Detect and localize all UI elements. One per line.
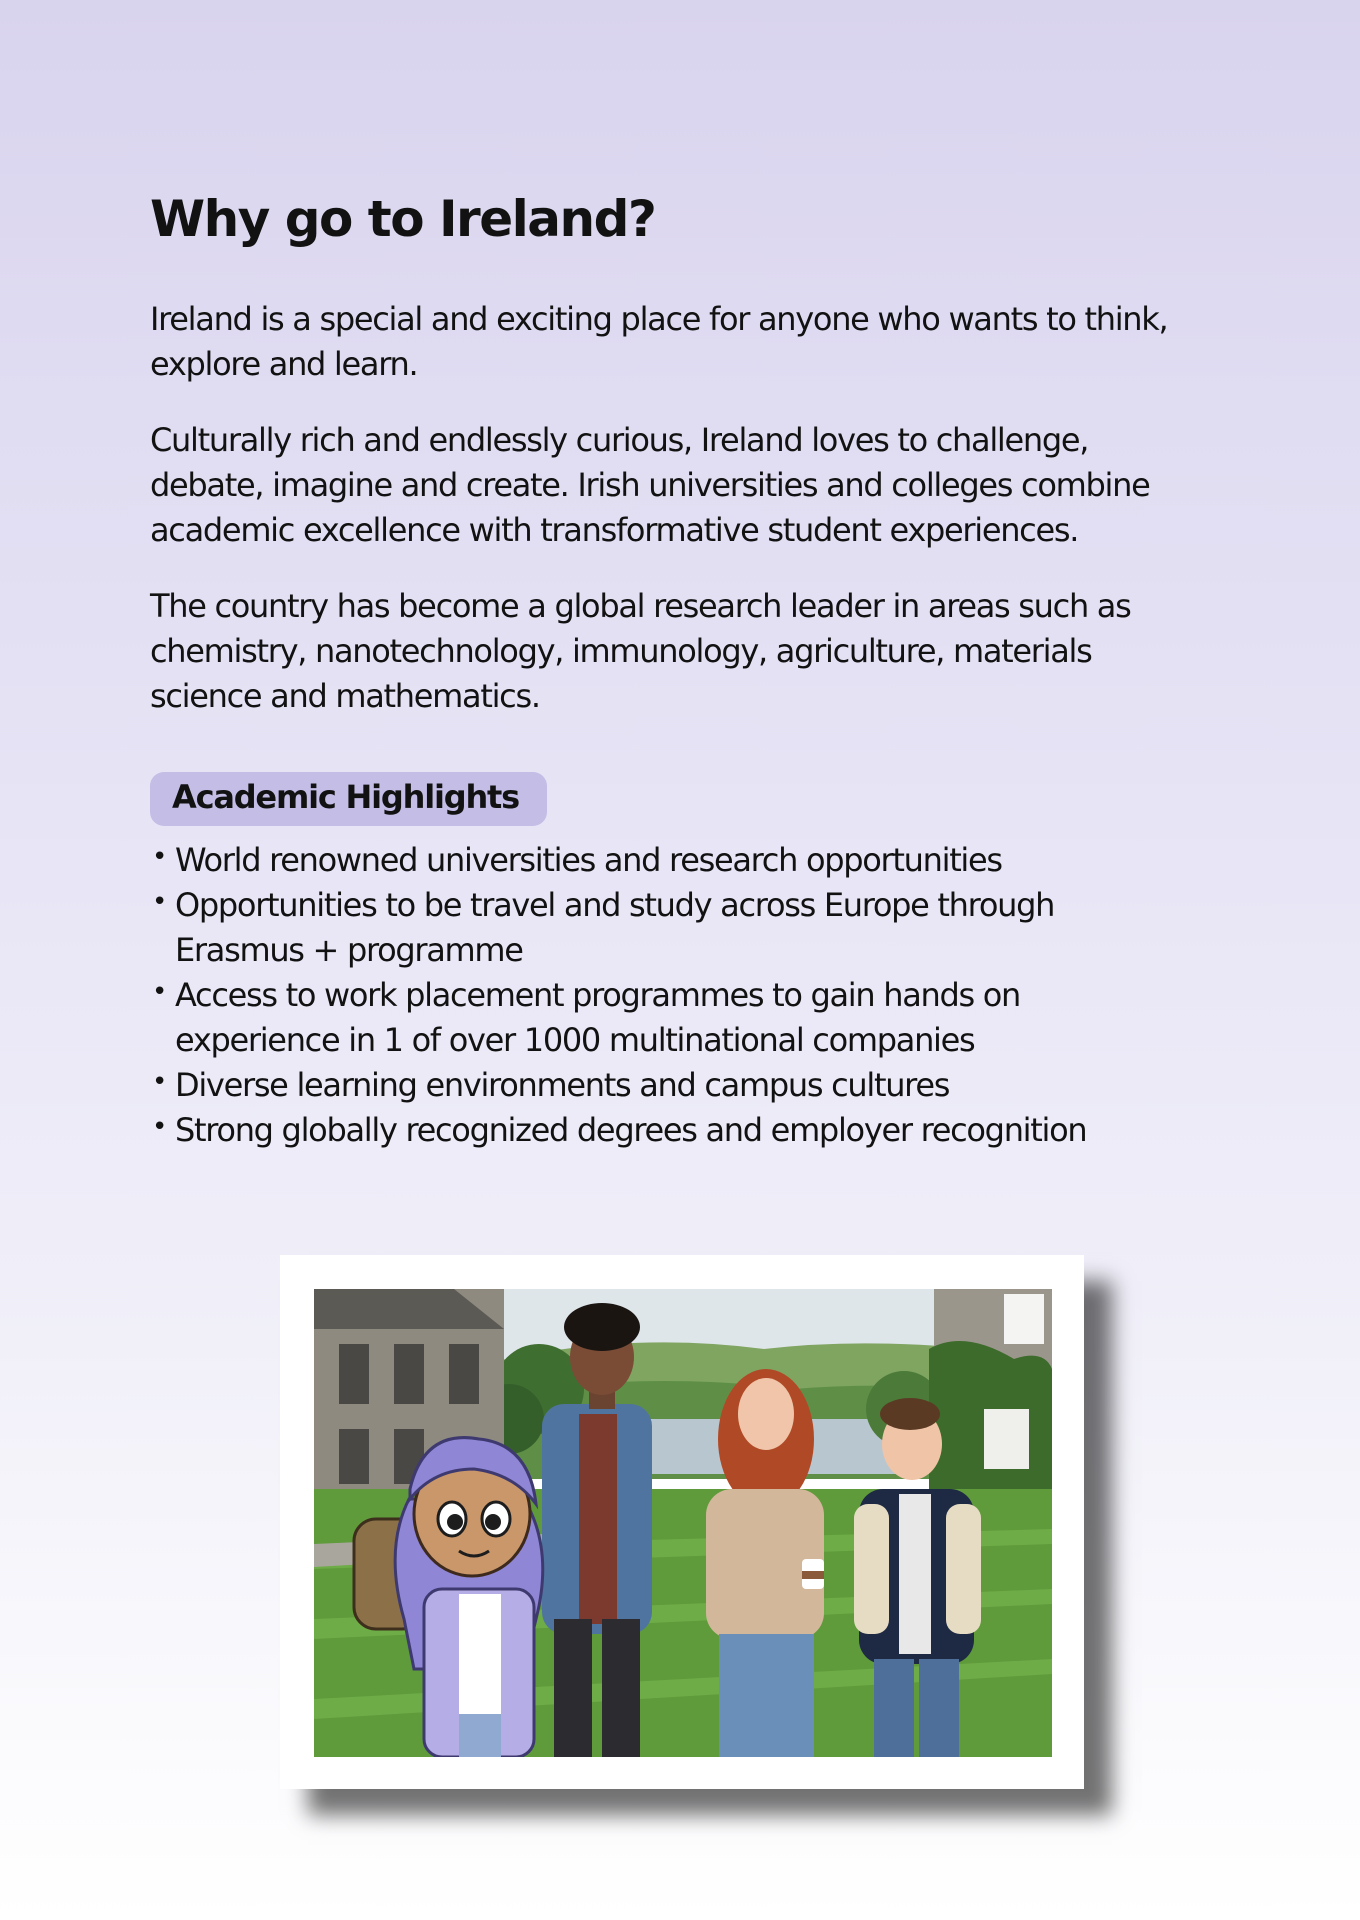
photo-frame — [280, 1255, 1084, 1789]
main-content — [150, 192, 1230, 1153]
intro-paragraph: Ireland is a special and exciting place for anyone who wants to think, explore and learn. — [150, 300, 1168, 383]
page-title: Why go to Ireland? — [150, 190, 656, 248]
list-item: • Diverse learning environments and campus cultures — [150, 1063, 1110, 1108]
campus-photo — [314, 1289, 1052, 1757]
highlights-badge: Academic Highlights — [150, 772, 547, 826]
list-item: • Opportunities to be travel and study across Europe through Erasmus + programme — [150, 883, 1075, 973]
list-item: • Strong globally recognized degrees and employer recognition — [150, 1108, 1110, 1153]
culture-paragraph: Culturally rich and endlessly curious, Ireland loves to challenge, debate, imagine and create. Irish universities and colleges combine academic excellence with transformative student experiences. — [150, 421, 1150, 549]
list-item: • Access to work placement programmes to gain hands on experience in 1 of over 1000 multinational companies — [150, 973, 1075, 1063]
highlights-list — [150, 838, 1110, 1153]
student-woman — [706, 1369, 824, 1757]
research-paragraph: The country has become a global research leader in areas such as chemistry, nanotechnology, immunology, agriculture, materials science and mathematics. — [150, 587, 1131, 715]
students-illustration — [314, 1289, 1052, 1757]
list-item: • World renowned universities and research opportunities — [150, 838, 1110, 883]
